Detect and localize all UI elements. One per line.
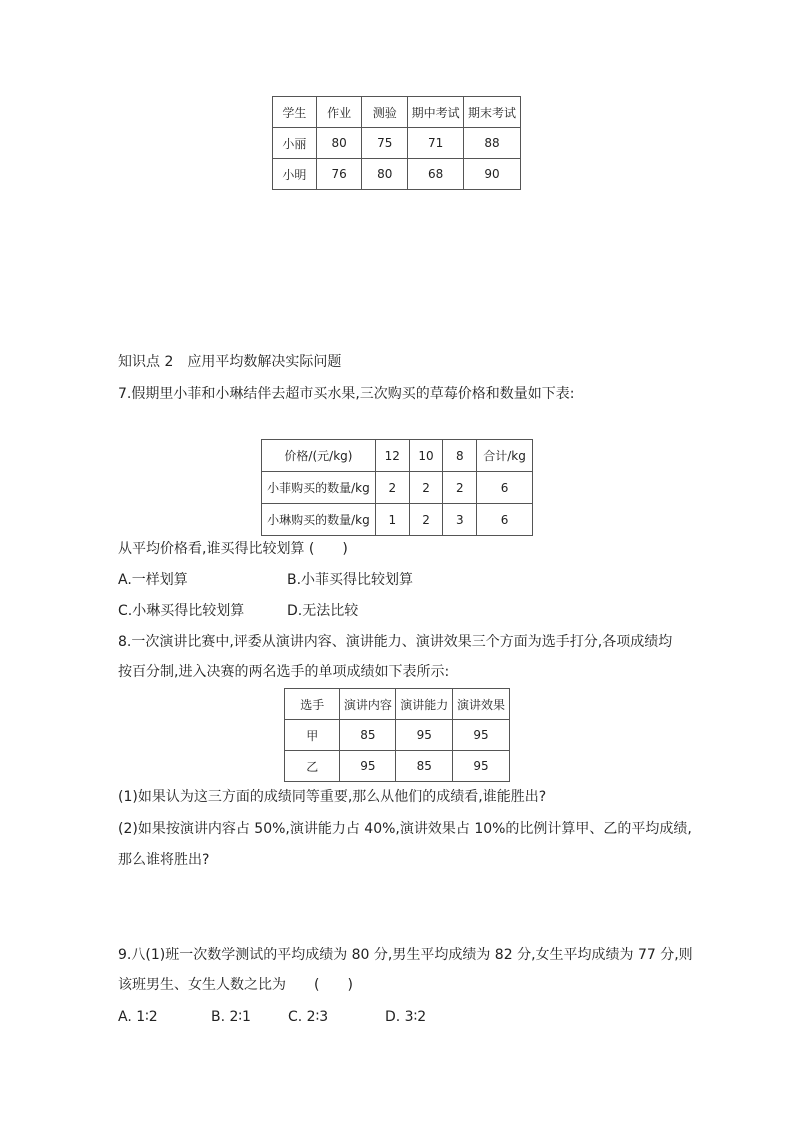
table-header-cell: 期中考试: [408, 97, 464, 128]
table-cell: 2: [409, 504, 443, 536]
table-cell: 3: [443, 504, 477, 536]
table-header-cell: 10: [409, 440, 443, 472]
q9-option-a: A. 1∶2: [118, 1009, 158, 1025]
table-header-cell: 演讲能力: [396, 689, 453, 720]
table-cell: 小菲购买的数量/kg: [262, 472, 376, 504]
table-cell: 1: [375, 504, 409, 536]
speech-score-table: [284, 688, 510, 782]
q9-stem-line2: 该班男生、女生人数之比为 ( ): [118, 977, 353, 993]
table-cell: 小琳购买的数量/kg: [262, 504, 376, 536]
table-cell: 76: [316, 159, 362, 190]
q9-option-b: B. 2∶1: [211, 1009, 251, 1025]
section-heading: 知识点 2 应用平均数解决实际问题: [118, 354, 342, 370]
table-header-cell: 合计/kg: [477, 440, 533, 472]
table-header-cell: 学生: [273, 97, 317, 128]
table-cell: 75: [362, 128, 408, 159]
q9-option-d: D. 3∶2: [385, 1009, 427, 1025]
table-header-cell: 价格/(元/kg): [262, 440, 376, 472]
table-header-cell: 演讲效果: [453, 689, 510, 720]
table-cell: 68: [408, 159, 464, 190]
q8-part2-line2: 那么谁将胜出?: [118, 852, 210, 868]
strawberry-table: [261, 439, 533, 536]
table-cell: 90: [464, 159, 521, 190]
table-row: [262, 504, 533, 536]
q9-stem-line1: 9.八(1)班一次数学测试的平均成绩为 80 分,男生平均成绩为 82 分,女生平均成绩为 77 分,则: [118, 947, 693, 963]
q7-option-c: C.小琳买得比较划算: [118, 603, 245, 619]
table-cell: 80: [316, 128, 362, 159]
q7-question: 从平均价格看,谁买得比较划算 ( ): [118, 541, 348, 557]
table-cell: 95: [453, 751, 510, 782]
table-cell: 88: [464, 128, 521, 159]
q8-part2-line1: (2)如果按演讲内容占 50%,演讲能力占 40%,演讲效果占 10%的比例计算甲、乙的平均成绩,: [118, 821, 692, 837]
table-cell: 小丽: [273, 128, 317, 159]
table-cell: 95: [453, 720, 510, 751]
score-table: [272, 96, 521, 190]
q7-option-d: D.无法比较: [287, 603, 359, 619]
table-row: [273, 128, 521, 159]
table-cell: 95: [340, 751, 396, 782]
q9-option-c: C. 2∶3: [288, 1009, 329, 1025]
table-cell: 85: [340, 720, 396, 751]
table-row: [262, 472, 533, 504]
table-header-cell: 演讲内容: [340, 689, 396, 720]
table-cell: 6: [477, 472, 533, 504]
q8-part1: (1)如果认为这三方面的成绩同等重要,那么从他们的成绩看,谁能胜出?: [118, 789, 547, 805]
table-header-row: [285, 689, 510, 720]
table-cell: 71: [408, 128, 464, 159]
table-header-row: [262, 440, 533, 472]
table-header-cell: 作业: [316, 97, 362, 128]
table-cell: 6: [477, 504, 533, 536]
table-cell: 乙: [285, 751, 340, 782]
table-cell: 95: [396, 720, 453, 751]
table-header-cell: 选手: [285, 689, 340, 720]
table-cell: 2: [375, 472, 409, 504]
table-header-cell: 期末考试: [464, 97, 521, 128]
table-row: [285, 751, 510, 782]
q7-stem: 7.假期里小菲和小琳结伴去超市买水果,三次购买的草莓价格和数量如下表:: [118, 386, 575, 402]
table-cell: 2: [443, 472, 477, 504]
table-row: [285, 720, 510, 751]
table-header-cell: 12: [375, 440, 409, 472]
q7-option-a: A.一样划算: [118, 572, 188, 588]
q7-option-b: B.小菲买得比较划算: [287, 572, 414, 588]
table-cell: 甲: [285, 720, 340, 751]
q8-stem-line1: 8.一次演讲比赛中,评委从演讲内容、演讲能力、演讲效果三个方面为选手打分,各项成绩均: [118, 634, 673, 650]
table-cell: 2: [409, 472, 443, 504]
table-row: [273, 159, 521, 190]
table-cell: 85: [396, 751, 453, 782]
table-header-row: [273, 97, 521, 128]
q8-stem-line2: 按百分制,进入决赛的两名选手的单项成绩如下表所示:: [118, 664, 450, 680]
table-cell: 80: [362, 159, 408, 190]
table-cell: 小明: [273, 159, 317, 190]
table-header-cell: 8: [443, 440, 477, 472]
table-header-cell: 测验: [362, 97, 408, 128]
